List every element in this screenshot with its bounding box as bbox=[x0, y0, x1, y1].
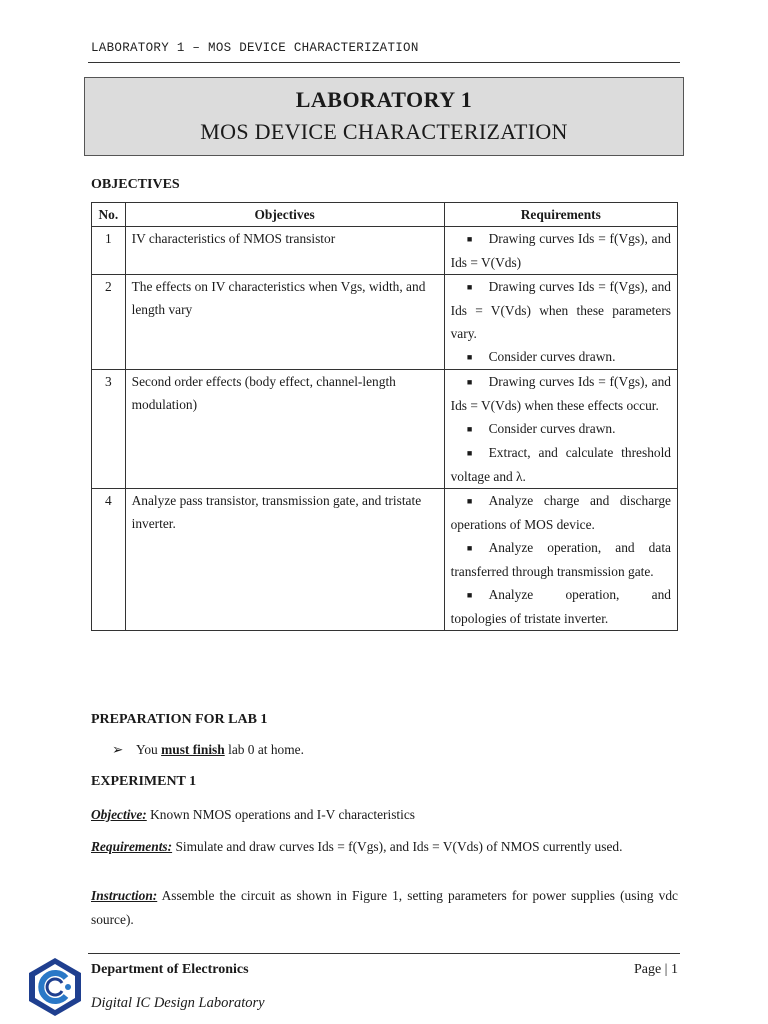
requirement-text: Analyze operation, and topologies of tristate inverter. bbox=[450, 587, 671, 626]
square-bullet-icon: ■ bbox=[466, 282, 473, 292]
experiment-requirements bbox=[91, 835, 678, 859]
table-row bbox=[92, 489, 678, 631]
row-number: 2 bbox=[92, 275, 126, 370]
requirement-text: Drawing curves Ids = f(Vgs), and Ids = V(Vds) when these parameters vary. bbox=[450, 279, 671, 341]
requirement-text: Analyze operation, and data transferred through transmission gate. bbox=[450, 540, 671, 579]
experiment-objective bbox=[91, 803, 678, 827]
table-header-row bbox=[92, 203, 678, 227]
lab-name: Digital IC Design Laboratory bbox=[91, 995, 265, 1011]
title-box bbox=[84, 77, 684, 156]
table-row bbox=[92, 227, 678, 275]
row-number: 3 bbox=[92, 370, 126, 489]
row-requirements bbox=[444, 370, 677, 489]
row-requirements bbox=[444, 227, 677, 275]
department-name: Department of Electronics bbox=[91, 962, 249, 977]
requirement-text: Drawing curves Ids = f(Vgs), and Ids = V(Vds) bbox=[450, 231, 671, 270]
row-requirements bbox=[444, 275, 677, 370]
objective-text: Known NMOS operations and I-V characteristics bbox=[150, 807, 416, 822]
requirement-text: Consider curves drawn. bbox=[488, 421, 616, 436]
row-objective: The effects on IV characteristics when Vgs, width, and length vary bbox=[125, 275, 444, 370]
preparation-item bbox=[112, 738, 672, 762]
preparation-heading: PREPARATION FOR LAB 1 bbox=[91, 712, 268, 727]
objectives-heading: OBJECTIVES bbox=[91, 177, 180, 192]
table-row bbox=[92, 370, 678, 489]
requirement-item bbox=[451, 441, 671, 488]
row-requirements bbox=[444, 489, 677, 631]
preparation-prefix: You bbox=[136, 742, 158, 757]
row-objective: Analyze pass transistor, transmission gate, and tristate inverter. bbox=[125, 489, 444, 631]
preparation-emphasis: must finish bbox=[161, 742, 225, 757]
running-header: LABORATORY 1 – MOS DEVICE CHARACTERIZATION bbox=[91, 41, 419, 55]
instruction-text: Assemble the circuit as shown in Figure 1, setting parameters for power supplies (using vdc source). bbox=[91, 888, 678, 927]
square-bullet-icon: ■ bbox=[466, 496, 473, 506]
table-row bbox=[92, 275, 678, 370]
square-bullet-icon: ■ bbox=[466, 234, 473, 244]
objectives-table bbox=[91, 202, 678, 631]
row-number: 4 bbox=[92, 489, 126, 631]
square-bullet-icon: ■ bbox=[466, 448, 473, 458]
square-bullet-icon: ■ bbox=[466, 543, 473, 553]
page-number: Page | 1 bbox=[633, 962, 678, 977]
requirements-label: Requirements: bbox=[91, 839, 173, 854]
preparation-suffix: lab 0 at home. bbox=[228, 742, 304, 757]
requirement-text: Consider curves drawn. bbox=[488, 349, 616, 364]
arrow-bullet-icon: ➢ bbox=[112, 742, 124, 757]
row-number: 1 bbox=[92, 227, 126, 275]
requirement-item bbox=[451, 417, 671, 441]
experiment-instruction bbox=[91, 884, 678, 932]
requirement-text: Analyze charge and discharge operations of MOS device. bbox=[450, 493, 671, 532]
row-objective: Second order effects (body effect, channel-length modulation) bbox=[125, 370, 444, 489]
requirement-item bbox=[451, 275, 671, 345]
lab-subtitle: MOS DEVICE CHARACTERIZATION bbox=[200, 119, 568, 144]
university-logo-icon bbox=[26, 956, 84, 1018]
square-bullet-icon: ■ bbox=[466, 352, 473, 362]
lab-title: LABORATORY 1 bbox=[295, 87, 473, 112]
objective-label: Objective: bbox=[91, 807, 147, 822]
square-bullet-icon: ■ bbox=[466, 590, 473, 600]
column-header-no: No. bbox=[92, 203, 126, 227]
square-bullet-icon: ■ bbox=[466, 424, 473, 434]
requirements-text: Simulate and draw curves Ids = f(Vgs), and Ids = V(Vds) of NMOS currently used. bbox=[175, 839, 623, 854]
column-header-requirements: Requirements bbox=[444, 203, 677, 227]
requirement-text: Drawing curves Ids = f(Vgs), and Ids = V(Vds) when these effects occur. bbox=[450, 374, 671, 413]
square-bullet-icon: ■ bbox=[466, 377, 473, 387]
requirement-item bbox=[451, 345, 671, 369]
requirement-item bbox=[451, 536, 671, 583]
requirement-item bbox=[451, 370, 671, 417]
row-objective: IV characteristics of NMOS transistor bbox=[125, 227, 444, 275]
experiment-heading: EXPERIMENT 1 bbox=[91, 774, 197, 789]
column-header-objectives: Objectives bbox=[125, 203, 444, 227]
requirement-text: Extract, and calculate threshold voltage and λ. bbox=[450, 445, 671, 484]
requirement-item bbox=[451, 227, 671, 274]
instruction-label: Instruction: bbox=[91, 888, 158, 903]
footer-divider bbox=[88, 953, 680, 954]
header-divider bbox=[88, 62, 680, 63]
requirement-item bbox=[451, 583, 671, 630]
requirement-item bbox=[451, 489, 671, 536]
